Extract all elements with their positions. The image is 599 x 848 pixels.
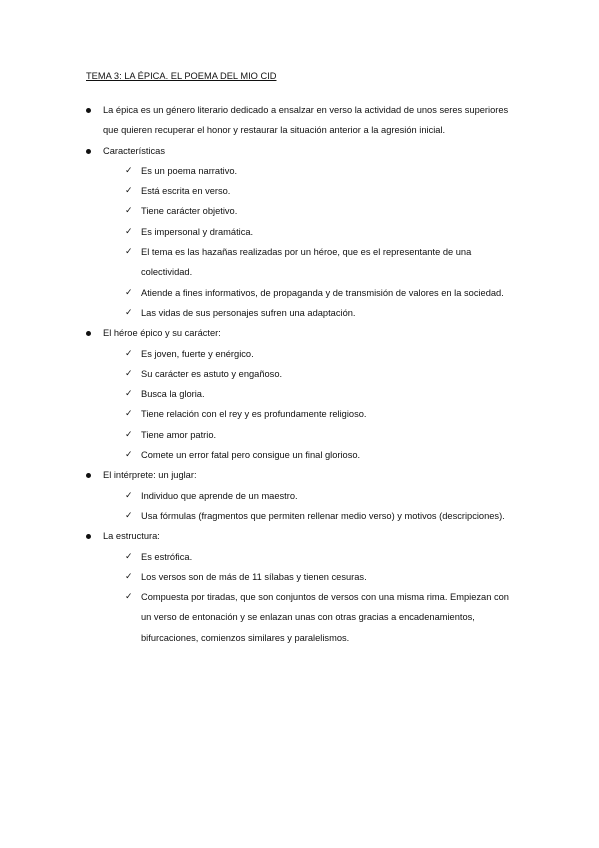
- sub-item-text: Los versos son de más de 11 sílabas y tienen cesuras.: [141, 571, 367, 582]
- checkmark-icon: ✓: [125, 429, 133, 440]
- sub-list-item: [125, 222, 516, 242]
- section-text: La épica es un género literario dedicado a ensalzar en verso la actividad de unos seres superiores que quieren recuperar el honor y restaurar la situación anterior a la agresión inicial.: [103, 105, 509, 136]
- sub-list-item: [125, 425, 516, 445]
- sub-item-text: Tiene amor patrio.: [141, 429, 217, 440]
- page-title: TEMA 3: LA ÉPICA. EL POEMA DEL MIO CID: [86, 71, 277, 81]
- sub-list: [125, 486, 516, 527]
- bullet-icon: [86, 331, 91, 336]
- sub-list-item: [125, 445, 516, 465]
- checkmark-icon: ✓: [125, 510, 133, 521]
- sub-list-item: [125, 242, 516, 283]
- checkmark-icon: ✓: [125, 206, 133, 217]
- section-text: El héroe épico y su carácter:: [103, 328, 221, 339]
- sub-list-item: [125, 384, 516, 404]
- sub-list-item: [125, 404, 516, 424]
- sub-list: [125, 344, 516, 466]
- checkmark-icon: ✓: [125, 287, 133, 298]
- checkmark-icon: ✓: [125, 571, 133, 582]
- sub-list-item: [125, 506, 516, 526]
- sub-item-text: Comete un error fatal pero consigue un final glorioso.: [141, 450, 361, 461]
- list-item: [86, 465, 516, 526]
- checkmark-icon: ✓: [125, 490, 133, 501]
- checkmark-icon: ✓: [125, 247, 133, 258]
- checkmark-icon: ✓: [125, 226, 133, 237]
- sub-item-text: Es estrófica.: [141, 551, 193, 562]
- checkmark-icon: ✓: [125, 165, 133, 176]
- checkmark-icon: ✓: [125, 551, 133, 562]
- list-item: [86, 100, 516, 141]
- sub-list-item: [125, 303, 516, 323]
- bullet-icon: [86, 534, 91, 539]
- sub-list-item: [125, 161, 516, 181]
- checkmark-icon: ✓: [125, 450, 133, 461]
- main-bullet-list: [86, 100, 516, 648]
- checkmark-icon: ✓: [125, 186, 133, 197]
- section-text: El intérprete: un juglar:: [103, 470, 197, 481]
- checkmark-icon: ✓: [125, 409, 133, 420]
- sub-item-text: Está escrita en verso.: [141, 186, 231, 197]
- checkmark-icon: ✓: [125, 348, 133, 359]
- sub-item-text: Es joven, fuerte y enérgico.: [141, 348, 254, 359]
- sub-list: [125, 161, 516, 323]
- sub-list-item: [125, 364, 516, 384]
- sub-list-item: [125, 181, 516, 201]
- checkmark-icon: ✓: [125, 368, 133, 379]
- section-text: La estructura:: [103, 531, 160, 542]
- sub-item-text: Usa fórmulas (fragmentos que permiten rellenar medio verso) y motivos (descripciones).: [141, 510, 505, 521]
- sub-list-item: [125, 344, 516, 364]
- sub-item-text: Las vidas de sus personajes sufren una adaptación.: [141, 307, 356, 318]
- list-item: [86, 526, 516, 648]
- sub-item-text: Compuesta por tiradas, que son conjuntos de versos con una misma rima. Empiezan con un verso de entonación y se enlazan unas con otras gracias a encadenamientos, bifurcaciones, comienzos similares y paralelismos.: [141, 592, 509, 643]
- list-item: [86, 141, 516, 324]
- sub-item-text: Tiene carácter objetivo.: [141, 206, 238, 217]
- sub-item-text: Es impersonal y dramática.: [141, 226, 254, 237]
- sub-item-text: Busca la gloria.: [141, 389, 205, 400]
- sub-list-item: [125, 567, 516, 587]
- bullet-icon: [86, 473, 91, 478]
- sub-item-text: Individuo que aprende de un maestro.: [141, 490, 298, 501]
- sub-list-item: [125, 486, 516, 506]
- checkmark-icon: ✓: [125, 307, 133, 318]
- sub-list: [125, 547, 516, 648]
- sub-list-item: [125, 547, 516, 567]
- section-text: Características: [103, 145, 165, 156]
- sub-item-text: Atiende a fines informativos, de propaganda y de transmisión de valores en la sociedad.: [141, 287, 504, 298]
- sub-list-item: [125, 587, 516, 648]
- sub-item-text: Su carácter es astuto y engañoso.: [141, 368, 283, 379]
- bullet-icon: [86, 108, 91, 113]
- checkmark-icon: ✓: [125, 592, 133, 603]
- sub-list-item: [125, 201, 516, 221]
- checkmark-icon: ✓: [125, 389, 133, 400]
- sub-list-item: [125, 283, 516, 303]
- sub-item-text: Es un poema narrativo.: [141, 165, 238, 176]
- bullet-icon: [86, 149, 91, 154]
- list-item: [86, 323, 516, 465]
- sub-item-text: El tema es las hazañas realizadas por un héroe, que es el representante de una colectividad.: [141, 247, 472, 278]
- sub-item-text: Tiene relación con el rey y es profundamente religioso.: [141, 409, 367, 420]
